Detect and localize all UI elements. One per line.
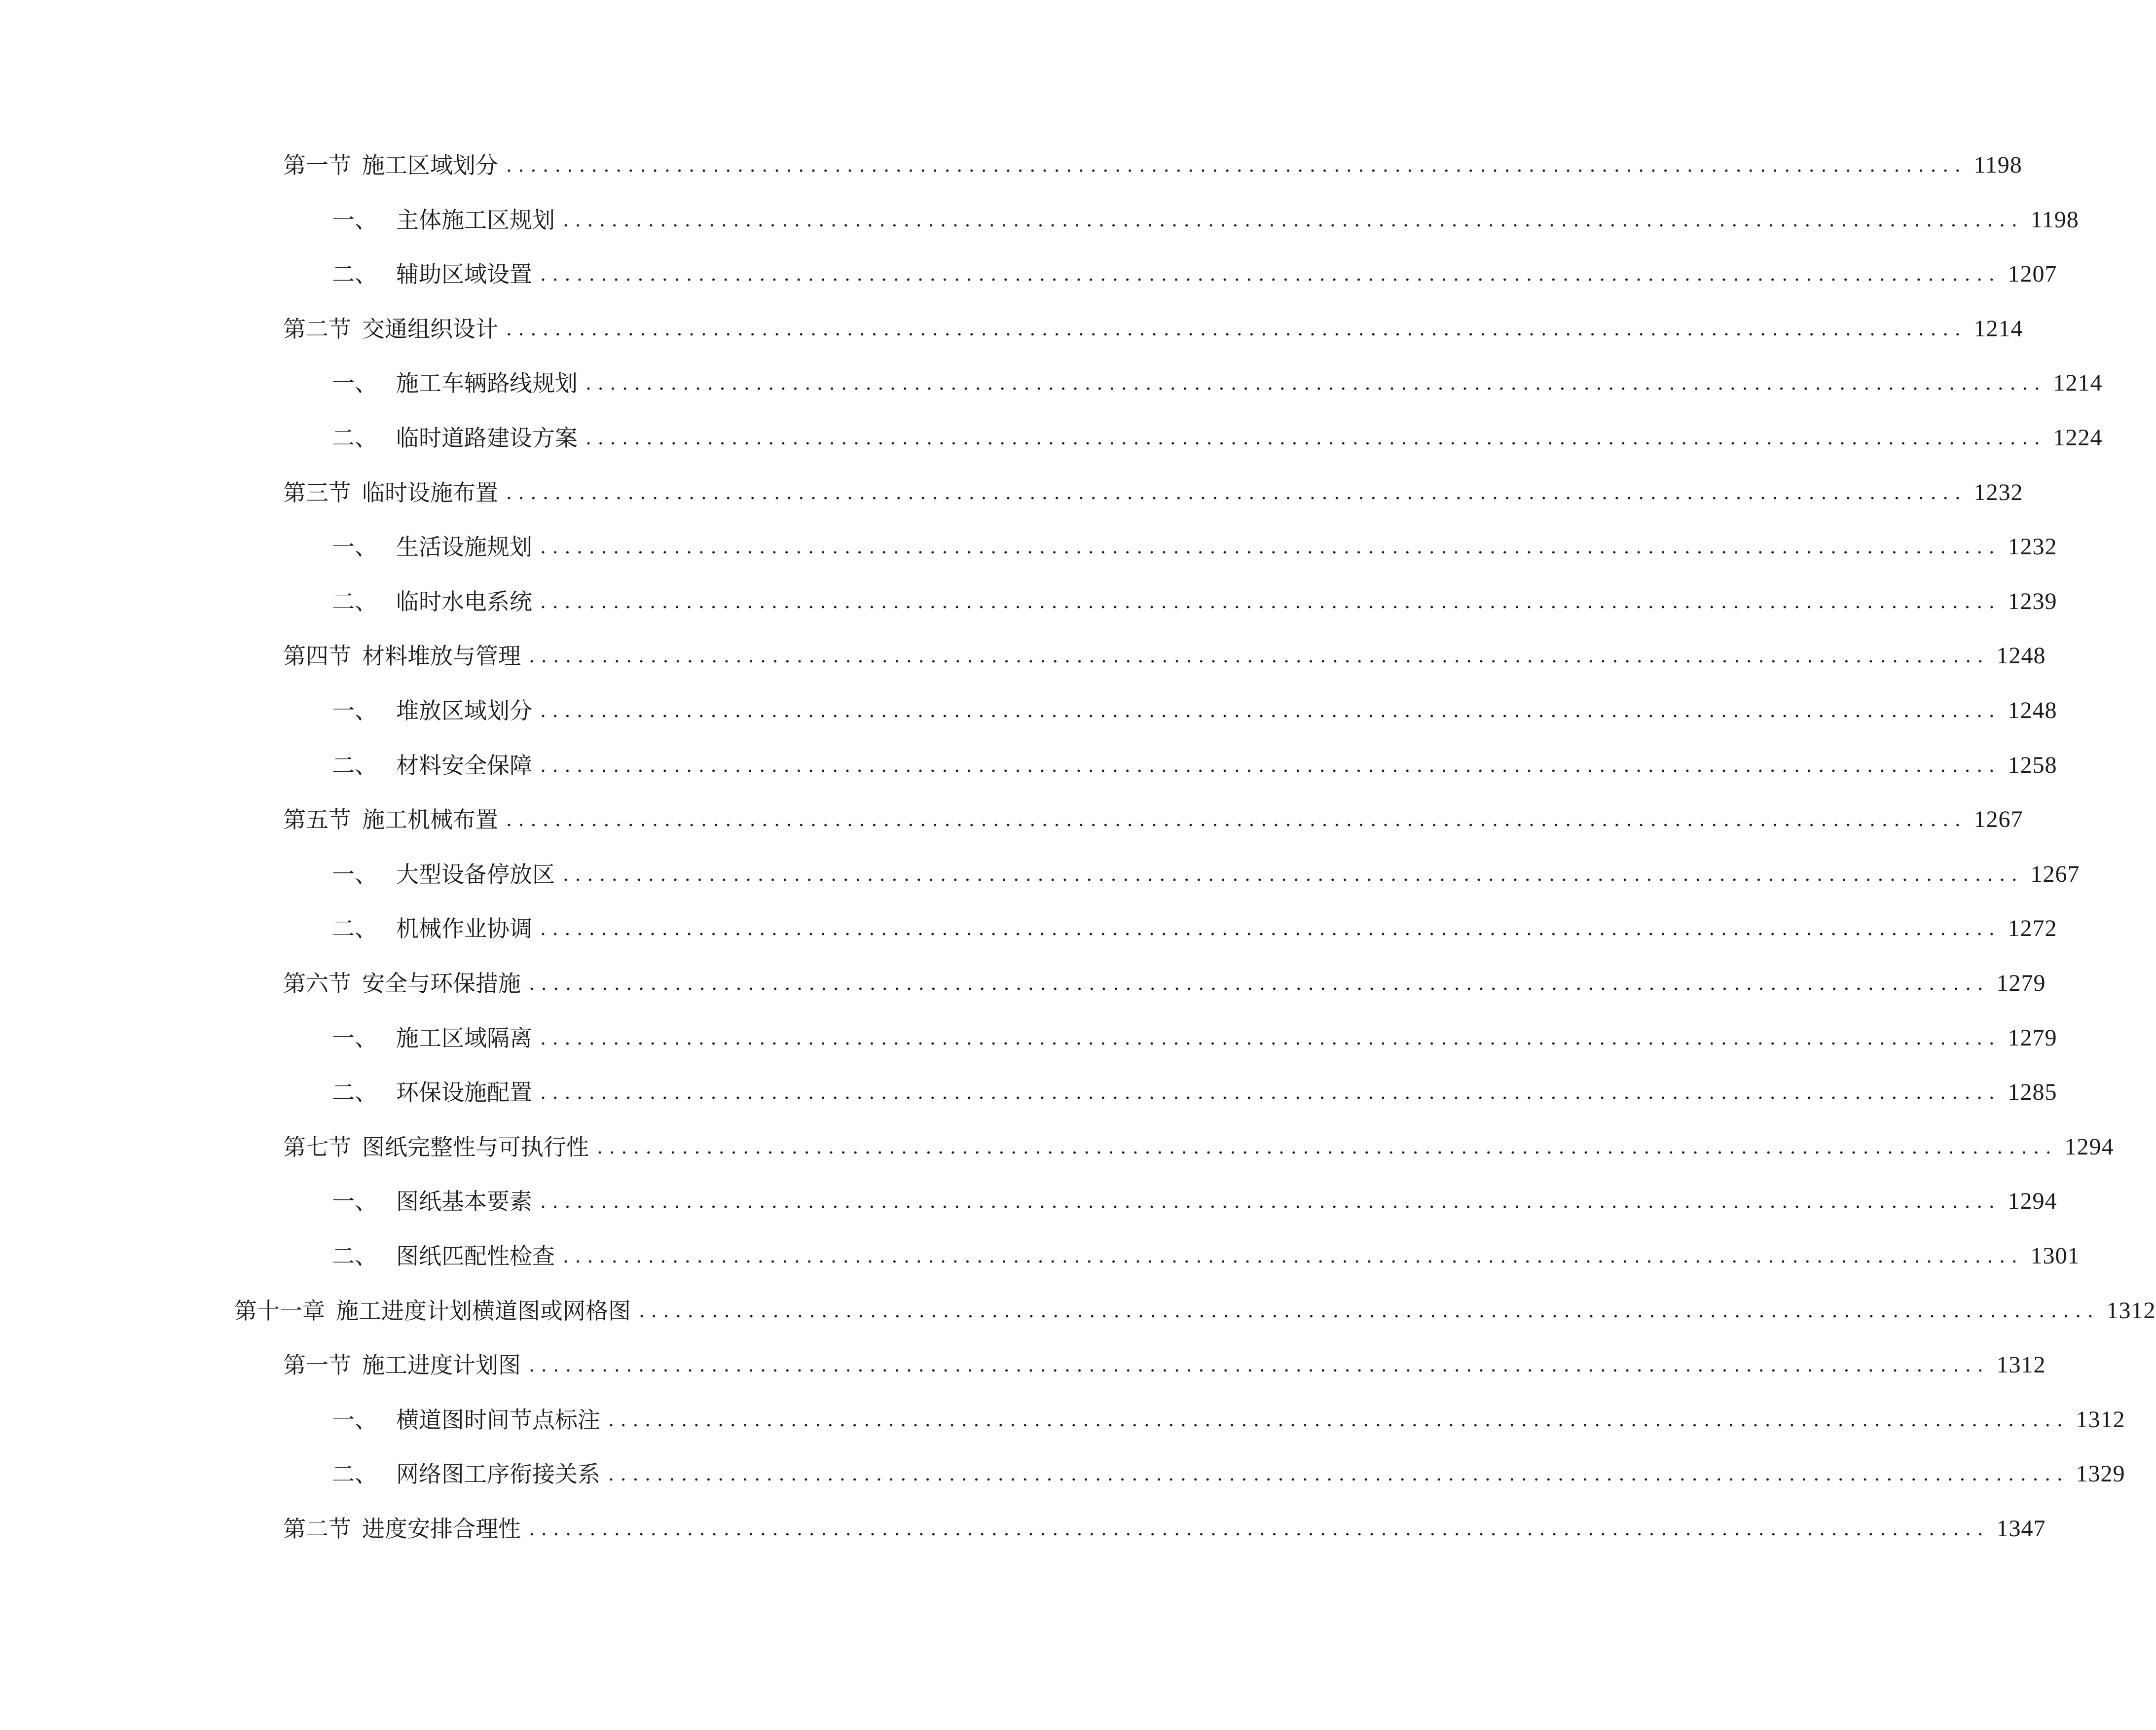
toc-entry-section[interactable] [283,473,2023,512]
toc-entry-item[interactable] [332,1236,2080,1276]
toc-entry-title: 安全与环保措施 [362,970,521,997]
toc-entry-title: 大型设备停放区 [396,861,555,888]
toc-entry-label [332,909,532,948]
toc-entry-prefix: 一、 [332,1188,377,1215]
toc-entry-prefix: 一、 [332,370,377,397]
toc-dot-leader: ........................................................................................................................ [540,754,2001,776]
toc-entry-prefix: 第六节 [283,970,351,997]
toc-entry-prefix: 第四节 [283,643,351,670]
toc-entry-page-number: 1347 [1996,1515,2046,1542]
toc-entry-label [283,964,521,1003]
toc-entry-label [283,1127,589,1167]
toc-entry-prefix: 二、 [332,752,377,779]
toc-entry-item[interactable] [332,527,2057,567]
toc-entry-title: 环保设施配置 [396,1079,532,1106]
toc-entry-label [332,1236,555,1276]
toc-entry-title: 进度安排合理性 [362,1515,521,1542]
toc-dot-leader: ........................................................................................................................ [540,1027,2001,1049]
toc-entry-prefix: 第三节 [283,479,351,506]
toc-entry-title: 堆放区域划分 [396,697,532,724]
toc-entry-label [332,254,532,294]
toc-entry-page-number: 1207 [2008,261,2057,288]
toc-entry-page-number: 1232 [2008,534,2057,560]
toc-entry-prefix: 一、 [332,861,377,888]
toc-dot-leader: ........................................................................................................................ [597,1136,2058,1158]
toc-entry-label [332,691,532,730]
toc-entry-page-number: 1279 [1996,970,2046,996]
toc-entry-label [283,1345,521,1385]
toc-entry-label [332,582,532,621]
toc-entry-title: 机械作业协调 [396,915,532,942]
toc-entry-title: 辅助区域设置 [396,261,532,288]
toc-dot-leader: ........................................................................................................................ [639,1299,2100,1322]
toc-dot-leader: ........................................................................................................................ [608,1463,2069,1485]
toc-entry-item[interactable] [332,254,2057,294]
toc-entry-page-number: 1312 [2106,1297,2156,1324]
toc-entry-title: 施工车辆路线规划 [396,370,578,397]
toc-entry-item[interactable] [332,691,2057,730]
toc-entry-title: 网络图工序衔接关系 [396,1461,600,1488]
toc-entry-section[interactable] [283,1345,2046,1385]
toc-entry-page-number: 1214 [1973,315,2023,342]
toc-entry-page-number: 1301 [2030,1243,2080,1269]
toc-entry-section[interactable] [283,636,2046,676]
toc-entry-label [283,473,498,512]
toc-entry-prefix: 第七节 [283,1133,351,1160]
toc-entry-page-number: 1214 [2053,370,2103,396]
toc-entry-title: 施工区域隔离 [396,1024,532,1051]
toc-entry-page-number: 1239 [2008,588,2057,614]
toc-entry-item[interactable] [332,855,2080,894]
toc-entry-page-number: 1285 [2008,1079,2057,1106]
toc-entry-title: 临时设施布置 [362,479,498,506]
toc-entry-item[interactable] [332,1400,2125,1440]
toc-dot-leader: ........................................................................................................................ [540,536,2001,558]
toc-entry-label [332,1454,600,1494]
toc-dot-leader: ........................................................................................................................ [506,809,1967,831]
toc-entry-prefix: 第一节 [283,1352,351,1379]
toc-entry-page-number: 1224 [2053,425,2103,451]
toc-entry-prefix: 二、 [332,1243,377,1269]
toc-entry-label [283,309,498,349]
toc-entry-title: 主体施工区规划 [396,206,555,233]
toc-entry-label [332,527,532,567]
toc-entry-title: 横道图时间节点标注 [396,1406,600,1433]
toc-entry-page-number: 1329 [2076,1461,2125,1487]
toc-entry-prefix: 一、 [332,206,377,233]
toc-entry-prefix: 一、 [332,534,377,561]
toc-entry-chapter[interactable] [234,1291,2156,1331]
toc-entry-prefix: 二、 [332,915,377,942]
toc-entry-prefix: 第五节 [283,806,351,833]
toc-entry-prefix: 第二节 [283,315,351,342]
toc-dot-leader: ........................................................................................................................ [585,372,2046,395]
toc-entry-item[interactable] [332,1018,2057,1058]
toc-entry-section[interactable] [283,145,2022,185]
toc-entry-title: 图纸基本要素 [396,1188,532,1215]
toc-entry-item[interactable] [332,1182,2057,1221]
toc-dot-leader: ........................................................................................................................ [585,427,2046,449]
toc-dot-leader: ........................................................................................................................ [563,1245,2024,1267]
toc-entry-page-number: 1198 [1973,152,2022,178]
toc-entry-prefix: 二、 [332,425,377,451]
toc-entry-section[interactable] [283,1127,2114,1167]
toc-entry-section[interactable] [283,309,2023,349]
toc-entry-label [283,636,521,676]
toc-dot-leader: ........................................................................................................................ [540,590,2001,613]
toc-dot-leader: ........................................................................................................................ [506,481,1967,504]
toc-entry-title: 交通组织设计 [362,315,498,342]
toc-entry-label [332,418,578,458]
toc-entry-page-number: 1248 [2008,697,2057,723]
toc-entry-title: 生活设施规划 [396,534,532,561]
toc-entry-page-number: 1294 [2008,1188,2057,1215]
toc-entry-item[interactable] [332,418,2103,458]
toc-entry-prefix: 二、 [332,1461,377,1488]
toc-entry-title: 图纸匹配性检查 [396,1243,555,1269]
toc-entry-page-number: 1232 [1973,479,2023,505]
toc-dot-leader: ........................................................................................................................ [563,863,2024,885]
toc-entry-prefix: 第一节 [283,152,351,179]
toc-entry-label [332,200,555,240]
toc-entry-label [332,746,532,785]
toc-dot-leader: ........................................................................................................................ [529,1518,1990,1540]
toc-entry-prefix: 一、 [332,1406,377,1433]
toc-entry-label [332,1018,532,1058]
toc-entry-label [234,1291,631,1331]
toc-entry-page-number: 1279 [2008,1024,2057,1051]
toc-entry-label [332,1073,532,1112]
toc-entry-prefix: 二、 [332,1079,377,1106]
toc-entry-page-number: 1294 [2064,1133,2114,1160]
toc-dot-leader: ........................................................................................................................ [529,645,1990,667]
toc-entry-section[interactable] [283,1509,2046,1549]
toc-entry-page-number: 1272 [2008,915,2057,942]
toc-entry-label [283,800,498,839]
toc-entry-item[interactable] [332,582,2057,621]
toc-entry-label [283,145,498,185]
toc-entry-label [332,855,555,894]
toc-entry-prefix: 一、 [332,1024,377,1051]
toc-entry-title: 临时水电系统 [396,588,532,615]
toc-entry-prefix: 第二节 [283,1515,351,1542]
toc-entry-title: 施工进度计划图 [362,1352,521,1379]
toc-entry-item[interactable] [332,746,2057,785]
toc-entry-page-number: 1198 [2030,206,2079,233]
toc-entry-title: 施工区域划分 [362,152,498,179]
toc-entry-item[interactable] [332,1073,2057,1112]
toc-entry-item[interactable] [332,909,2057,948]
toc-entry-title: 图纸完整性与可执行性 [362,1133,589,1160]
toc-entry-prefix: 第十一章 [234,1297,325,1324]
toc-entry-title: 材料安全保障 [396,752,532,779]
toc-dot-leader: ........................................................................................................................ [563,209,2024,231]
toc-entry-page-number: 1312 [2076,1406,2125,1433]
toc-entry-section[interactable] [283,800,2023,839]
toc-entry-title: 材料堆放与管理 [362,643,521,670]
toc-dot-leader: ........................................................................................................................ [529,1354,1990,1376]
toc-dot-leader: ........................................................................................................................ [540,1190,2001,1213]
toc-entry-label [283,1509,521,1549]
toc-dot-leader: ........................................................................................................................ [506,318,1967,340]
toc-entry-page-number: 1312 [1996,1352,2046,1378]
toc-entry-label [332,1400,600,1440]
toc-entry-item[interactable] [332,200,2079,240]
toc-dot-leader: ........................................................................................................................ [540,918,2001,940]
toc-entry-section[interactable] [283,964,2046,1003]
toc-entry-label [332,1182,532,1221]
toc-entry-page-number: 1267 [1973,806,2023,833]
toc-dot-leader: ........................................................................................................................ [540,700,2001,721]
toc-entry-prefix: 一、 [332,697,377,724]
toc-entry-item[interactable] [332,1454,2125,1494]
toc-entry-page-number: 1248 [1996,643,2046,669]
toc-entry-prefix: 二、 [332,261,377,288]
toc-entry-prefix: 二、 [332,588,377,615]
toc-entry-title: 施工机械布置 [362,806,498,833]
toc-entry-item[interactable] [332,363,2103,403]
toc-dot-leader: ........................................................................................................................ [608,1408,2069,1431]
toc-dot-leader: ........................................................................................................................ [506,154,1967,176]
toc-entry-page-number: 1267 [2030,861,2080,887]
toc-dot-leader: ........................................................................................................................ [529,973,1990,994]
toc-entry-title: 临时道路建设方案 [396,425,578,451]
toc-entry-label [332,363,578,403]
toc-dot-leader: ........................................................................................................................ [540,1081,2001,1104]
toc-dot-leader: ........................................................................................................................ [540,263,2001,286]
toc-entry-title: 施工进度计划横道图或网格图 [336,1297,631,1324]
toc-entry-page-number: 1258 [2008,752,2057,778]
